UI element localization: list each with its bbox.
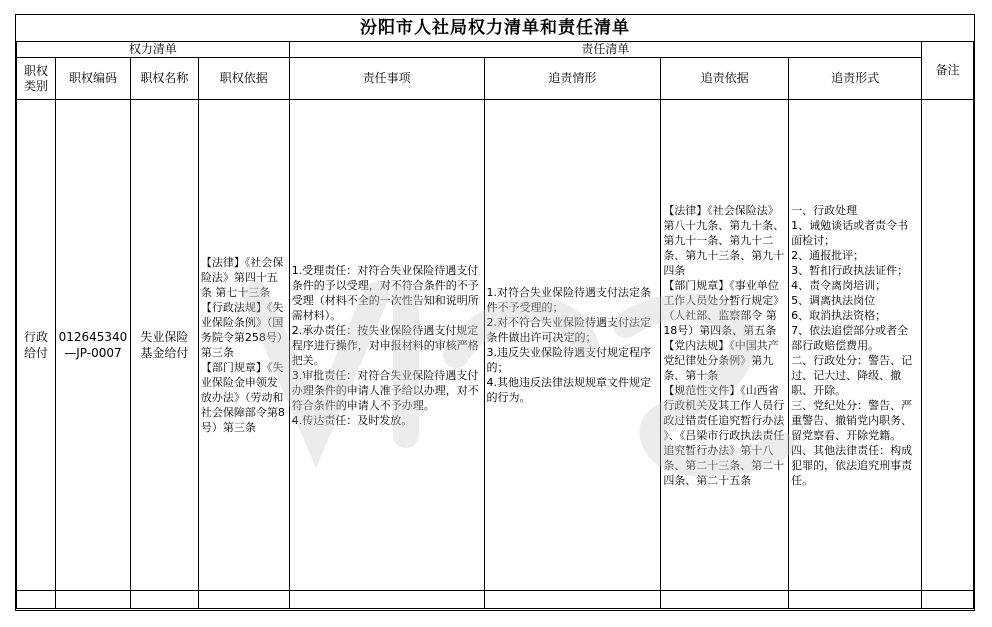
name-cell: 失业保险 基金给付 bbox=[130, 100, 198, 591]
empty-cell bbox=[130, 591, 198, 609]
account-form-cell: 一、行政处理 1、诫勉谈话或者责令书面检讨； 2、通报批评； 3、暂扣行政执法证件； 4、责令离岗培训； 5、调离执法岗位 6、取消执法资格； 7、依法追偿部分或者全部行政赔偿费用。 二、行政处分：警告、记过、记大过、降级、撤职、开除。 三、党纪处分：警告、严重警告、撤销党内职务、留党察看、开除党籍。 四、其他法律责任：构成犯罪的，依法追究刑事责任。 bbox=[789, 100, 922, 591]
power-list-header: 权力清单 bbox=[17, 42, 290, 58]
duty-header: 责任事项 bbox=[289, 58, 484, 100]
code-cell: 012645340 —JP-0007 bbox=[55, 100, 130, 591]
empty-cell bbox=[289, 591, 484, 609]
account-basis-header: 追责依据 bbox=[661, 58, 789, 100]
remark-header: 备注 bbox=[922, 42, 974, 100]
empty-cell bbox=[661, 591, 789, 609]
basis-cell: 【法律】《社会保险法》第四十五条 第七十三条【行政法规】《失业保险条例》（国务院令第258号）第三条 【部门规章】《失业保险金申领发放办法》（劳动和社会保障部令第8号）第三条 bbox=[198, 100, 289, 591]
account-basis-cell: 【法律】《社会保险法》第八十九条、第九十条、第九十一条、第九十二条、第九十三条、第九十四条 【部门规章】《事业单位工作人员处分暂行规定》（人社部、监察部令 第18号）第四条、第五条 【党内法规】《中国共产党纪律处分条例》第九条、第十条 【规范性文件】《山西省行政机关及其工作人员行政过错责任追究暂行办法 》、《吕梁市行政执法责任追究暂行办法》第十八条、第二十三条、第二十四条、第二十五条 bbox=[661, 100, 789, 591]
duty-cell: 1.受理责任：对符合失业保险待遇支付条件的予以受理，对不符合条件的不予受理（材料不全的一次性告知和说明所需材料）。 2.承办责任：按失业保险待遇支付规定程序进行操作，对申报材料的审核严格把关。 3.审批责任：对符合失业保险待遇支付办理条件的申请人准予给以办理，对不符合条件的申请人不予办理。 4.传达责任：及时发放。 bbox=[289, 100, 484, 591]
empty-cell bbox=[789, 591, 922, 609]
name-header: 职权名称 bbox=[130, 58, 198, 100]
document-sheet bbox=[15, 14, 975, 611]
account-form-header: 追责形式 bbox=[789, 58, 922, 100]
page-title: 汾阳市人社局权力清单和责任清单 bbox=[360, 18, 630, 38]
table-row-empty bbox=[17, 591, 974, 609]
empty-cell bbox=[198, 591, 289, 609]
accountability-cell: 1.对符合失业保险待遇支付法定条件不予受理的； 2.对不符合失业保险待遇支付法定条件做出许可决定的； 3.违反失业保险待遇支付规定程序的； 4.其他违反法律法规规章文件规定的行为。 bbox=[484, 100, 661, 591]
remark-cell bbox=[922, 100, 974, 591]
table-row bbox=[17, 100, 974, 591]
code-header: 职权编码 bbox=[55, 58, 130, 100]
basis-header: 职权依据 bbox=[198, 58, 289, 100]
empty-cell bbox=[17, 591, 56, 609]
empty-cell bbox=[922, 591, 974, 609]
responsibility-list-header: 责任清单 bbox=[289, 42, 921, 58]
list-table bbox=[16, 41, 974, 609]
empty-cell bbox=[55, 591, 130, 609]
category-header: 职权 类别 bbox=[17, 58, 56, 100]
category-cell: 行政 给付 bbox=[17, 100, 56, 591]
empty-cell bbox=[484, 591, 661, 609]
accountability-header: 追责情形 bbox=[484, 58, 661, 100]
